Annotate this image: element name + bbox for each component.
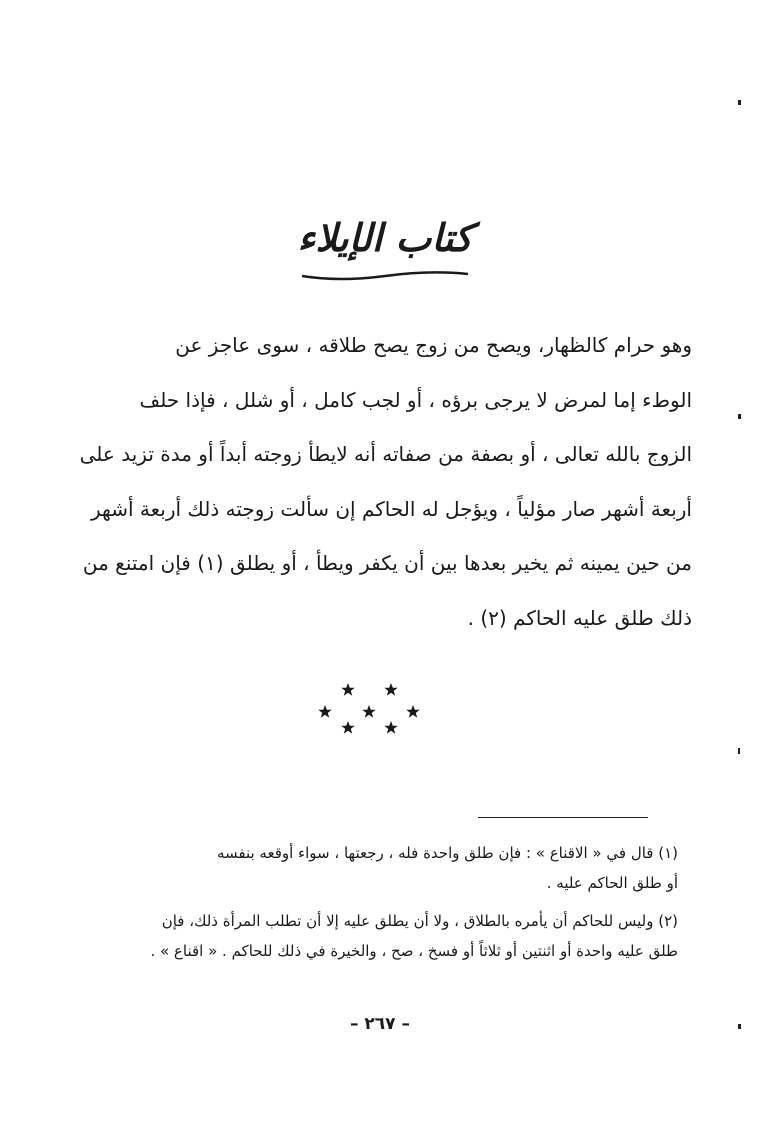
text-line: أربعة أشهر صار مؤلياً ، ويؤجل له الحاكم إن سألت زوجته ذلك أربعة أشهر	[90, 496, 692, 521]
text-line: الزوج بالله تعالى ، أو بصفة من صفاته أنه لايطأ زوجته أبداً أو مدة تزيد على	[79, 442, 692, 466]
text-line: ذلك طلق عليه الحاكم (٢) .	[467, 605, 692, 630]
star-icon	[362, 705, 375, 718]
text-line: وهو حرام كالظهار، ويصح من زوج يصح طلاقه ، سوى عاجز عن	[175, 333, 692, 357]
star-icon	[384, 721, 397, 734]
main-text	[78, 318, 692, 645]
scan-speck	[738, 100, 741, 105]
star-icon	[318, 705, 331, 718]
page-number: – ٢٦٧ –	[350, 1014, 410, 1034]
star-icon	[406, 705, 419, 718]
footnote-2	[78, 906, 678, 966]
footnote-1	[78, 838, 678, 898]
title-flourish-ornament	[300, 268, 470, 282]
star-ornament	[305, 680, 435, 740]
footnotes	[78, 838, 678, 974]
chapter-title: كتاب الإيلاء	[297, 215, 473, 260]
star-icon	[384, 683, 397, 696]
star-icon	[341, 721, 354, 734]
star-icon	[341, 683, 354, 696]
scan-speck	[738, 414, 741, 419]
text-line: الوطء إما لمرض لا يرجى برؤه ، أو لجب كامل ، أو شلل ، فإذا حلف	[139, 387, 692, 412]
footnote-divider	[478, 817, 648, 818]
scan-speck	[738, 748, 740, 754]
footnote-line: (١) قال في « الاقناع » : فإن طلق واحدة فله ، رجعتها ، سواء أوقعه بنفسه	[216, 844, 678, 862]
scan-speck	[738, 1024, 741, 1029]
footnote-line: (٢) وليس للحاكم أن يأمره بالطلاق ، ولا أن يطلق عليه إلا أن تطلب المرأة ذلك، فإن	[161, 912, 678, 930]
text-line: من حين يمينه ثم يخير بعدها بين أن يكفر ويطأ ، أو يطلق (١) فإن امتنع من	[82, 551, 692, 575]
footnote-line: طلق عليه واحدة أو اثنتين أو ثلاثاً أو فسخ ، صح ، والخيرة في ذلك للحاكم . « اقناع » .	[150, 942, 678, 960]
footnote-line: أو طلق الحاكم عليه .	[546, 874, 678, 892]
